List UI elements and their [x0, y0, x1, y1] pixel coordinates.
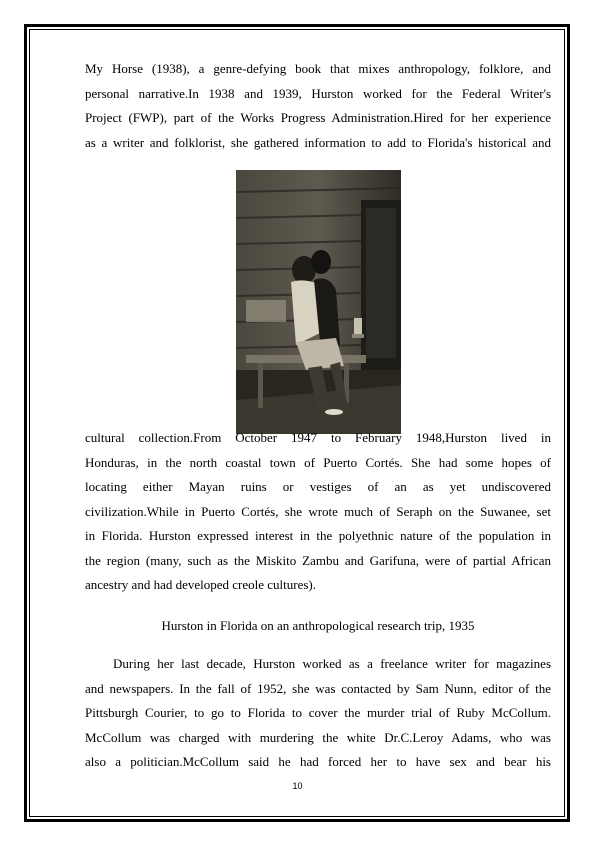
- paragraph-line: as a writer and folklorist, she gathered information to add to Florida's historical and: [85, 134, 551, 150]
- page-number: 10: [292, 781, 303, 791]
- paragraph-line: ancestry and had developed creole cultures).: [85, 577, 317, 592]
- paragraph-line: During her last decade, Hurston worked as a freelance writer for magazines: [113, 656, 551, 671]
- paragraph-line: locating either Mayan ruins or vestiges of an as yet undiscovered: [85, 479, 551, 494]
- paragraph-2: [85, 426, 551, 598]
- paragraph-line: Honduras, in the north coastal town of Puerto Cortés. She had some hopes of: [85, 454, 551, 470]
- paragraph-1: [85, 57, 551, 155]
- paragraph-line: personal narrative.In 1938 and 1939, Hurston worked for the Federal Writer's: [85, 85, 551, 101]
- photo-caption: Hurston in Florida on an anthropological research trip, 1935: [161, 618, 475, 633]
- paragraph-3: [85, 652, 551, 775]
- paragraph-line: in Florida. Hurston expressed interest in the polyethnic nature of the population in: [85, 528, 551, 543]
- photo-icon: [236, 170, 401, 434]
- hurston-photo: [236, 170, 401, 434]
- paragraph-line: Pittsburgh Courier, to go to Florida to cover the murder trial of Ruby McCollum.: [85, 705, 551, 720]
- paragraph-line: also a politician.McCollum said he had forced her to have sex and bear his: [85, 754, 551, 769]
- paragraph-line: Project (FWP), part of the Works Progress Administration.Hired for her experience: [85, 110, 551, 125]
- paragraph-line: cultural collection.From October 1947 to February 1948,Hurston lived in: [85, 430, 551, 445]
- paragraph-line: and newspapers. In the fall of 1952, she was contacted by Sam Nunn, editor of the: [85, 680, 551, 696]
- paragraph-line: McCollum was charged with murdering the white Dr.C.Leroy Adams, who was: [85, 729, 551, 745]
- paragraph-line: the region (many, such as the Miskito Zambu and Garifuna, were of partial African: [85, 552, 551, 568]
- paragraph-line: My Horse (1938), a genre-defying book that mixes anthropology, folklore, and: [85, 61, 551, 76]
- paragraph-line: civilization.While in Puerto Cortés, she wrote much of Seraph on the Suwanee, set: [85, 503, 551, 519]
